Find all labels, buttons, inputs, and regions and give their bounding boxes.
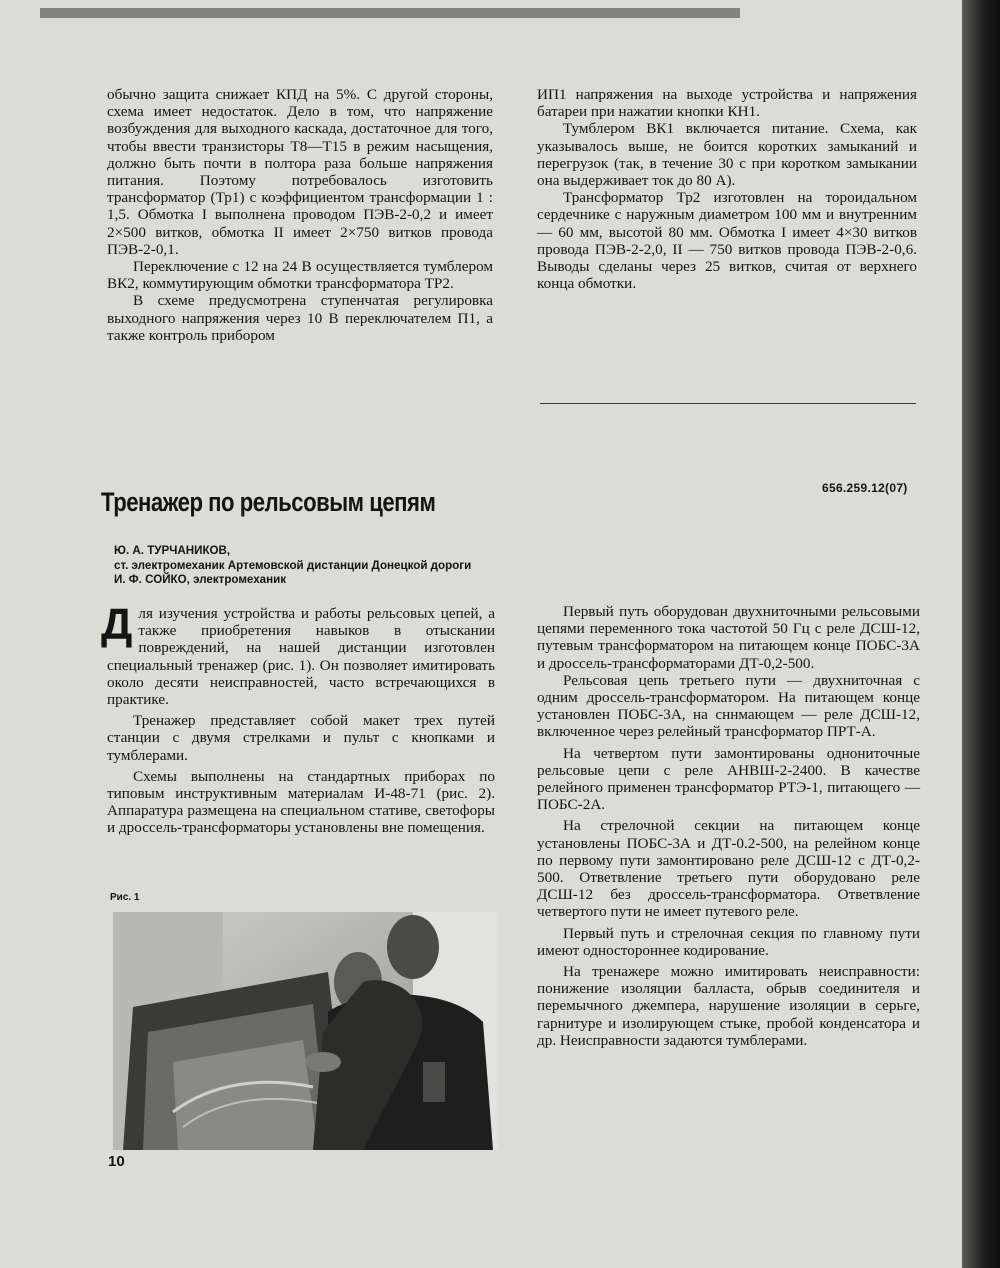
udc-code: 656.259.12(07) <box>822 481 908 495</box>
continued-text-left-column <box>107 86 493 344</box>
author-name: И. Ф. СОЙКО, электромеханик <box>114 573 287 586</box>
paragraph: Трансформатор Тр2 изготовлен на тороидальном сердечнике с наружным диаметром 100 мм и внутренним — 60 мм, высотой 80 мм. Обмотка I имеет 4×30 витков провода ПЭВ-2-2,0, II — 750 витков провода ПЭВ-2-0,6. Выводы сделаны через 25 витков, считая от верхнего конца обмотки. <box>537 189 917 293</box>
page-number: 10 <box>108 1153 125 1170</box>
paragraph: Тумблером ВК1 включается питание. Схема, как указывалось выше, не боится коротких замыканий и перегрузок (так, в течение 30 с при коротком замыкании она выдерживает ток до 80 А). <box>537 120 917 190</box>
author-block <box>114 544 471 588</box>
section-divider <box>540 403 916 404</box>
paragraph: На стрелочной секции на питающем конце установлены ПОБС-3А и ДТ-0.2-500, на релейном конце по первому пути замонтировано реле ДСШ-12 с ДТ-0,2-500. Ответвление третьего пути оборудовано реле ДСШ-12 без дроссель-трансформатора. Ответвление четвертого пути не имеет путевого реле. <box>537 817 920 921</box>
photo-trainer-operators <box>113 912 498 1150</box>
paragraph: В схеме предусмотрена ступенчатая регулировка выходного напряжения через 10 В переключателем П1, а также контроль прибором <box>107 292 493 344</box>
continued-text-right-column <box>537 86 917 292</box>
paragraph: На тренажере можно имитировать неисправности: понижение изоляции балласта, обрыв соединителя и перемычного джемпера, нарушение изоляции в серьге, гарнитуре и изолирующем стыке, пробой конденсатора и др. Неисправности задаются тумблерами. <box>537 963 920 1049</box>
paragraph: На четвертом пути замонтированы однониточные рельсовые цепи с реле АНВШ-2-2400. В качестве релейного применен трансформатор РТЭ-1, питающего — ПОБС-2А. <box>537 744 920 814</box>
article-title: Тренажер по рельсовым цепям <box>101 487 436 517</box>
book-binding-shadow <box>962 0 1000 1268</box>
paragraph: Первый путь оборудован двухниточными рельсовыми цепями переменного тока частотой 50 Гц с реле ДСШ-12, путевым трансформатором на питающем конце ПОБС-3А и дроссель-трансформаторами ДТ-0,2-500. <box>537 603 920 672</box>
article-left-column <box>101 600 495 837</box>
drop-cap: Д <box>101 600 133 649</box>
paragraph: Схемы выполнены на стандартных приборах по типовым инструктивным материалам И-48-71 (рис. 2). Аппаратура размещена на специальном стативе, светофоры и дроссель-трансформаторы установлены вне помещения. <box>107 767 495 837</box>
figure-caption: Рис. 1 <box>110 892 140 903</box>
paragraph: Рельсовая цепь третьего пути — двухниточная с одним дроссель-трансформатором. На питающем конце установлен ПОБС-3А, на сннмающем — реле ДСШ-12, включенное через релейный трансформатор ПРТ-А. <box>537 671 920 741</box>
paragraph: Переключение с 12 на 24 В осуществляется тумблером ВК2, коммутирующим обмотки трансформатора ТР2. <box>107 258 493 293</box>
lead-text: ля изучения устройства и работы рельсовых цепей, а также приобретения навыков в отыскании повреждений, на нашей дистанции изготовлен специальный тренажер (рис. 1). Он позволяет имитировать около десяти неисправностей, часто встречающихся в практике. <box>107 605 495 709</box>
paragraph: Тренажер представляет собой макет трех путей станции с двумя стрелками и пульт с кнопками и тумблерами. <box>107 712 495 764</box>
article-right-column <box>537 603 920 1049</box>
author-name: Ю. А. ТУРЧАНИКОВ, <box>114 544 231 557</box>
top-scan-shadow <box>40 8 740 18</box>
paragraph: ИП1 напряжения на выходе устройства и напряжения батареи при нажатии кнопки КН1. <box>537 86 917 121</box>
lead-paragraph <box>101 600 495 709</box>
paragraph: Первый путь и стрелочная секция по главному пути имеют одностороннее кодирование. <box>537 924 920 959</box>
figure-1-photo <box>113 912 498 1150</box>
author-position: ст. электромеханик Артемовской дистанции Донецкой дороги <box>114 558 472 572</box>
paragraph: обычно защита снижает КПД на 5%. С другой стороны, схема имеет недостаток. Дело в том, что напряжение возбуждения для выходного каскада, достаточное для того, чтобы ввести транзисторы Т8—Т15 в режим насыщения, должно быть почти в полтора раза больше напряжения питания. Поэтому потребовалось изготовить трансформатор (Тр1) с коэффициентом трансформации 1 : 1,5. Обмотка I выполнена проводом ПЭВ-2-0,2 и имеет 2×500 витков, обмотка II имеет 2×750 витков провода ПЭВ-2-0,1. <box>107 86 493 258</box>
